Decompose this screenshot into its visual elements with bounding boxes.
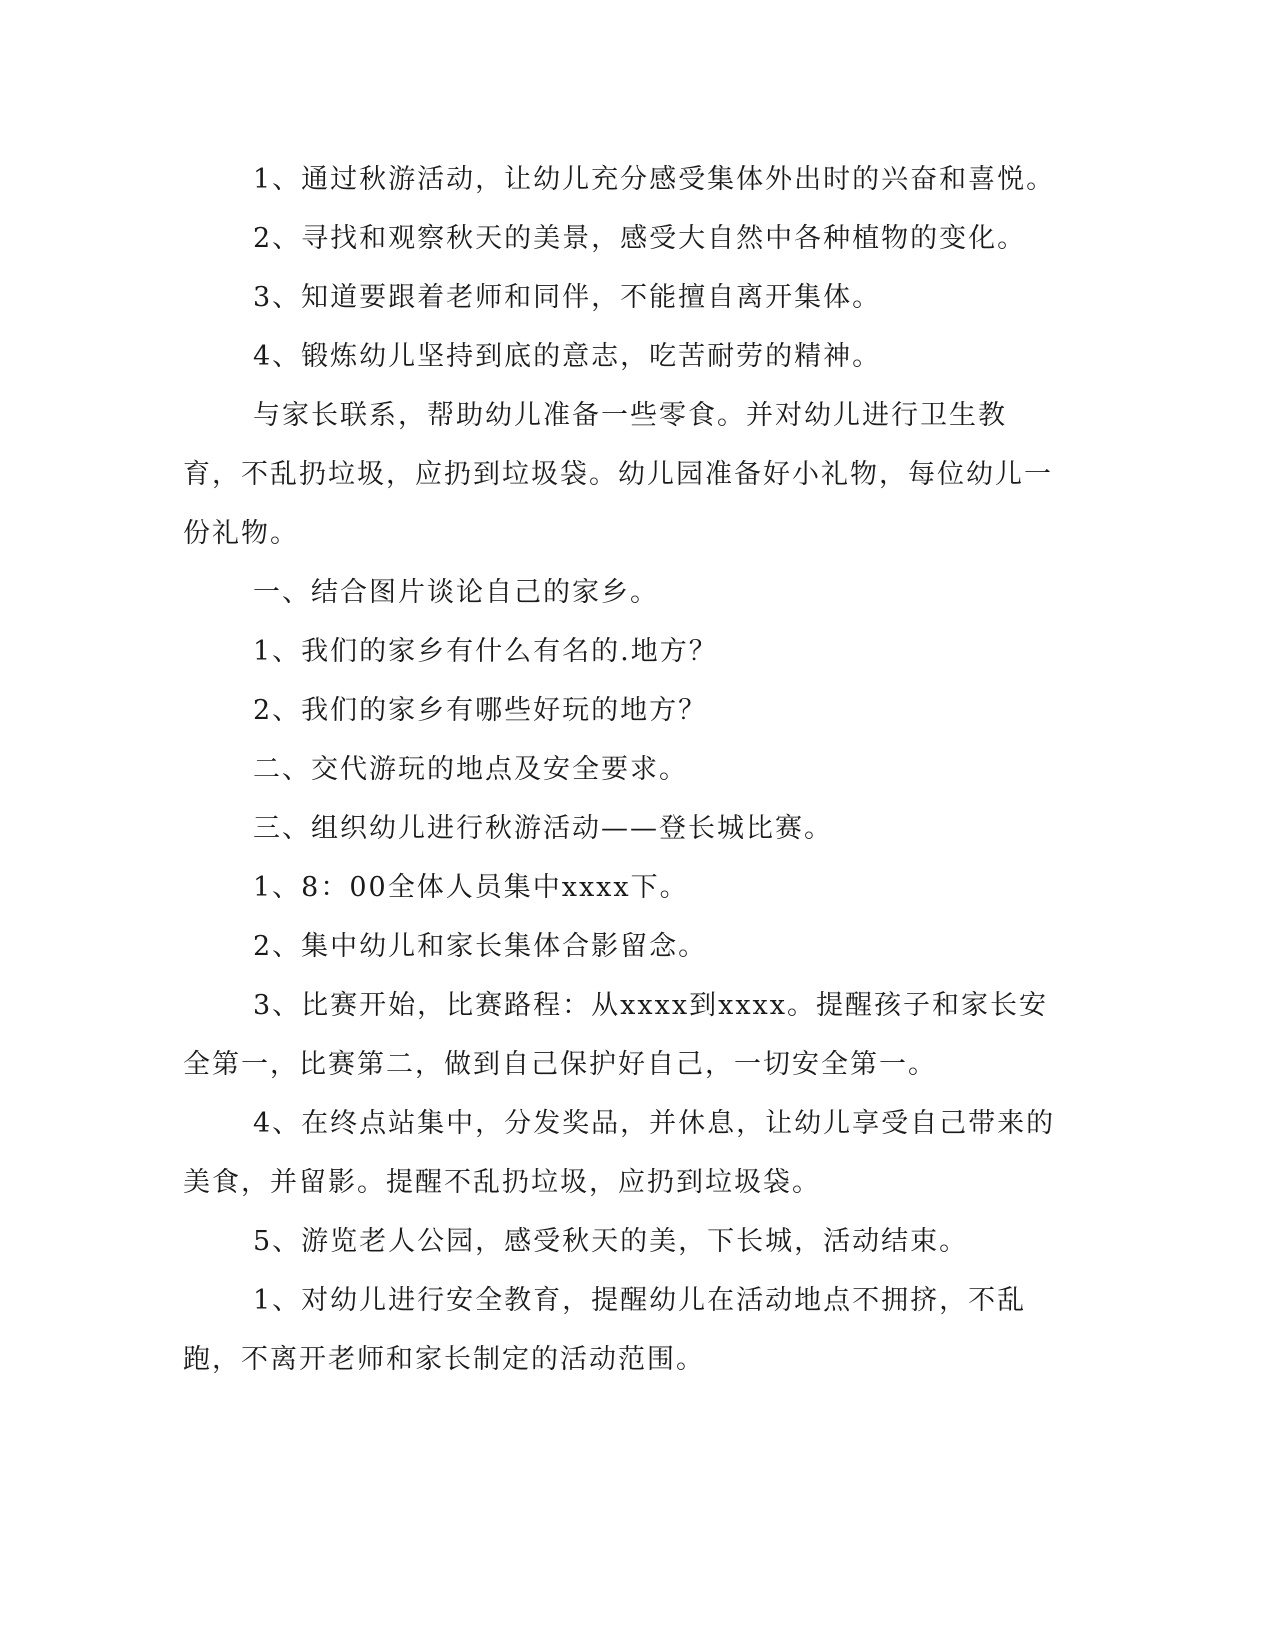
objective-3: 3、知道要跟着老师和同伴，不能擅自离开集体。: [253, 282, 882, 313]
objective-4: 4、锻炼幼儿坚持到底的意志，吃苦耐劳的精神。: [253, 341, 882, 372]
step-3-heading: 三、组织幼儿进行秋游活动——登长城比赛。: [253, 813, 833, 844]
safety-note-1: 1、对幼儿进行安全教育，提醒幼儿在活动地点不拥挤，不乱跑，不离开老师和家长制定的活动范围。: [183, 1285, 1027, 1375]
step-3-item-2: 2、集中幼儿和家长集体合影留念。: [253, 931, 708, 962]
objective-1: 1、通过秋游活动，让幼儿充分感受集体外出时的兴奋和喜悦。: [253, 164, 1056, 195]
step-1-question-1: 1、我们的家乡有什么有名的.地方？: [253, 636, 718, 667]
step-3-item-4: 4、在终点站集中，分发奖品，并休息，让幼儿享受自己带来的美食，并留影。提醒不乱扔垃圾，应扔到垃圾袋。: [183, 1108, 1056, 1198]
step-3-item-3: 3、比赛开始，比赛路程：从xxxx到xxxx。提醒孩子和家长安全第一，比赛第二，做到自己保护好自己，一切安全第一。: [183, 990, 1048, 1080]
step-1-question-2: 2、我们的家乡有哪些好玩的地方？: [253, 695, 708, 726]
step-1-heading: 一、结合图片谈论自己的家乡。: [253, 577, 659, 608]
objective-2: 2、寻找和观察秋天的美景，感受大自然中各种植物的变化。: [253, 223, 1027, 254]
preparation-paragraph: 与家长联系，帮助幼儿准备一些零食。并对幼儿进行卫生教育，不乱扔垃圾，应扔到垃圾袋。幼儿园准备好小礼物，每位幼儿一份礼物。: [183, 400, 1053, 549]
step-3-item-1: 1、8：00全体人员集中xxxx下。: [253, 872, 689, 903]
step-2-heading: 二、交代游玩的地点及安全要求。: [253, 754, 688, 785]
step-3-item-5: 5、游览老人公园，感受秋天的美，下长城，活动结束。: [253, 1226, 969, 1257]
document-body: [183, 150, 1063, 1389]
